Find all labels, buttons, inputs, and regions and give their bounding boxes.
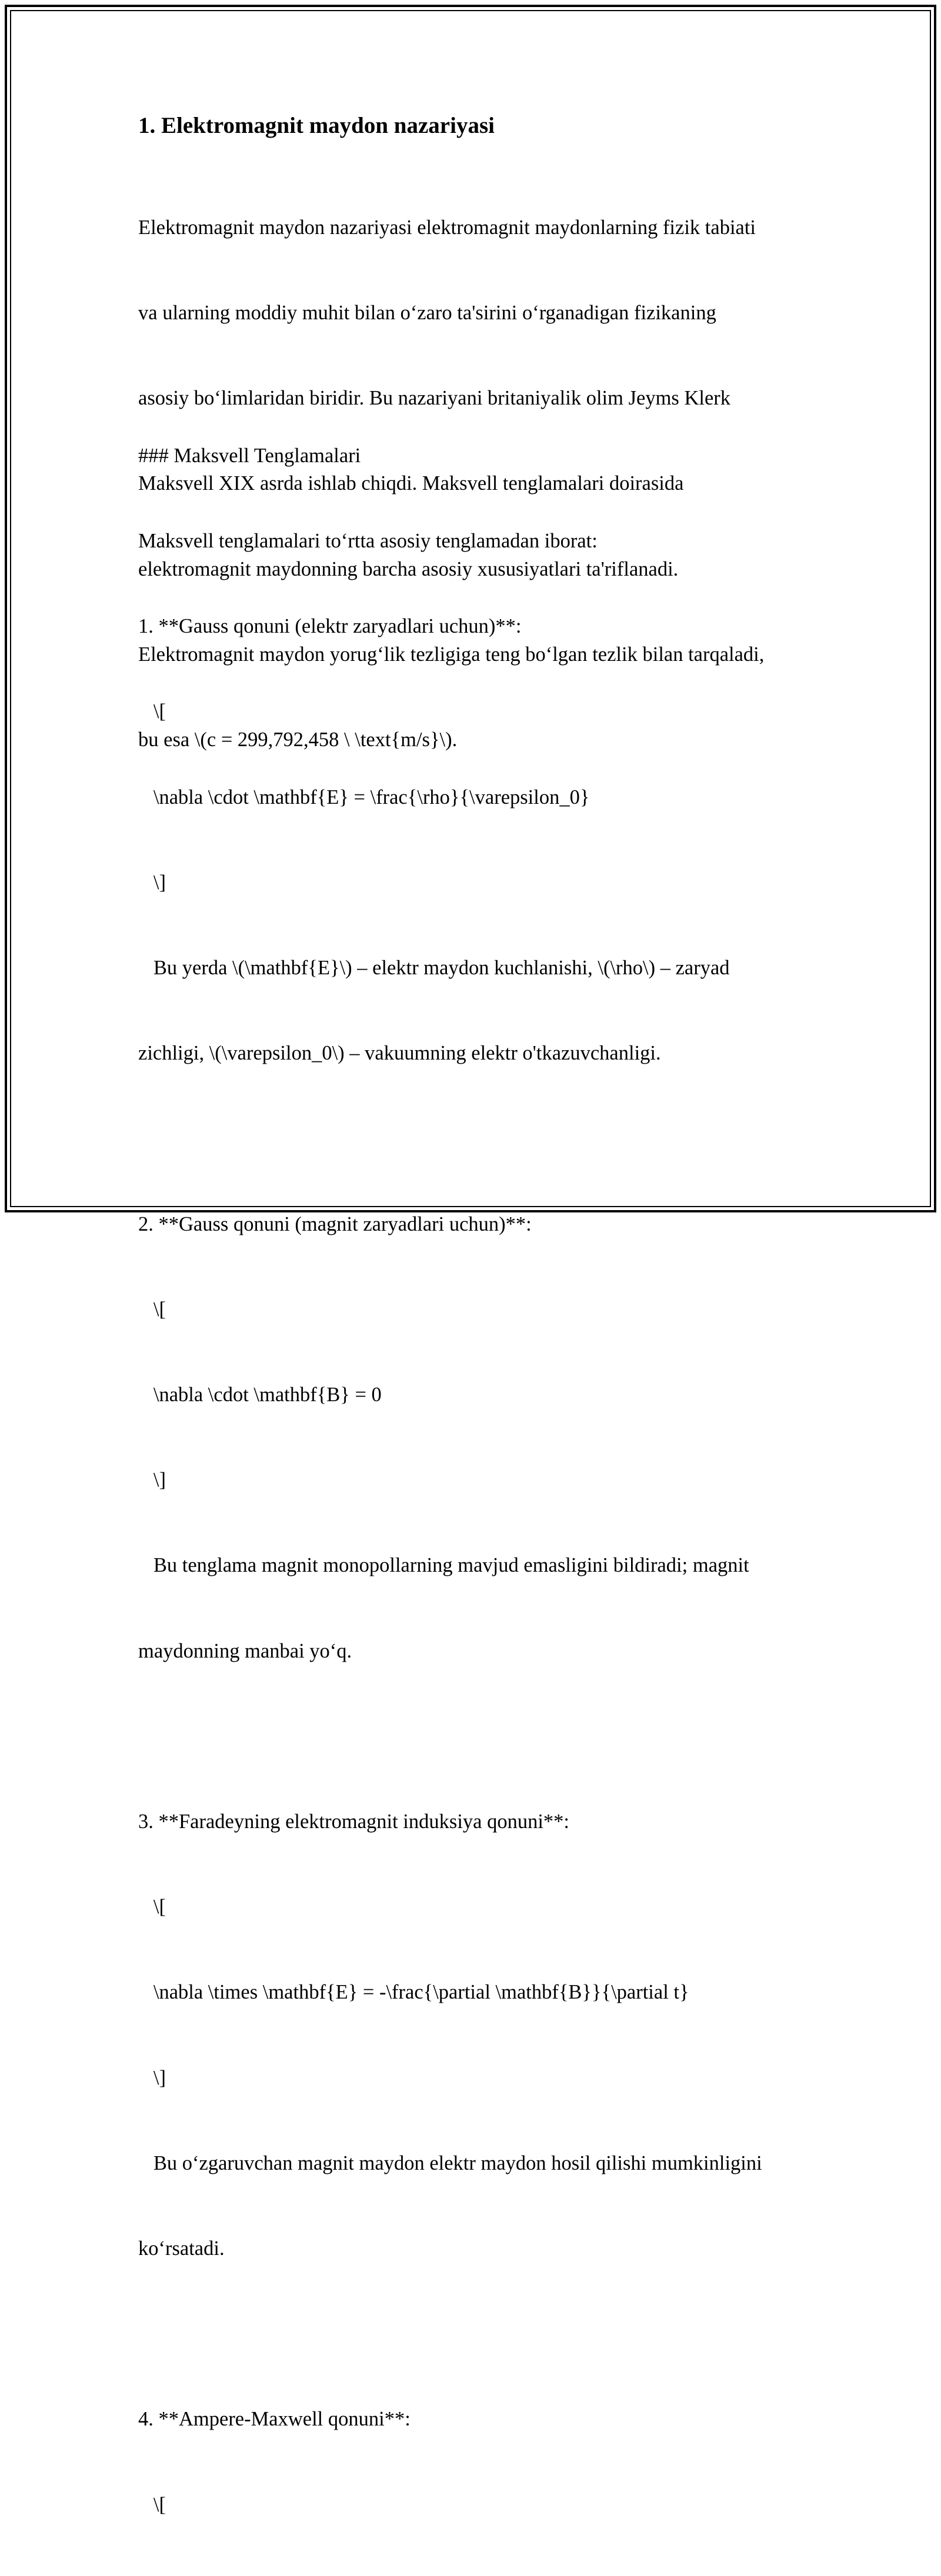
math-delimiter: \[	[138, 1896, 166, 1919]
equation-line: \nabla \times \mathbf{E} = -\frac{\partial \mathbf{B}}{\partial t}	[138, 1981, 689, 2004]
math-delimiter: \[	[138, 700, 166, 723]
list-item-heading: 1. **Gauss qonuni (elektr zaryadlari uchun)**:	[138, 615, 522, 638]
math-delimiter: \]	[138, 1469, 166, 1492]
text-line: va ularning moddiy muhit bilan o‘zaro ta'sirini o‘rganadigan fizikaning	[138, 302, 716, 325]
math-delimiter: \]	[138, 871, 166, 894]
list-item-heading: 4. **Ampere-Maxwell qonuni**:	[138, 2408, 411, 2431]
math-delimiter: \]	[138, 2066, 166, 2089]
text-line: asosiy bo‘limlaridan biridir. Bu nazariyani britaniyalik olim Jeyms Klerk	[138, 387, 731, 410]
maxwell-equations-section	[138, 385, 820, 2576]
text-line: ko‘rsatadi.	[138, 2237, 225, 2260]
list-item-heading: 3. **Faradeyning elektromagnit induksiya qonuni**:	[138, 1810, 570, 1833]
equation-line: \nabla \cdot \mathbf{B} = 0	[138, 1384, 382, 1406]
equation-line: \nabla \cdot \mathbf{E} = \frac{\rho}{\varepsilon_0}	[138, 786, 590, 808]
text-line: Maksvell XIX asrda ishlab chiqdi. Maksvell tenglamalari doirasida	[138, 472, 684, 495]
blank-line	[138, 1722, 820, 1750]
text-line: Bu o‘zgaruvchan magnit maydon elektr maydon hosil qilishi mumkinligini	[138, 2151, 762, 2174]
list-item-heading: 2. **Gauss qonuni (magnit zaryadlari uchun)**:	[138, 1212, 532, 1235]
section-title: 1. Elektromagnit maydon nazariyasi	[138, 113, 495, 138]
text-line: Maksvell tenglamalari to‘rtta asosiy tenglamadan iborat:	[138, 530, 598, 553]
text-line: bu esa \(c = 299,792,458 \ \text{m/s}\).	[138, 729, 458, 751]
text-line: maydonning manbai yo‘q.	[138, 1639, 352, 1662]
text-line: Bu yerda \(\mathbf{E}\) – elektr maydon kuchlanishi, \(\rho\) – zaryad	[138, 957, 730, 980]
math-delimiter: \[	[138, 1298, 166, 1321]
text-line: Elektromagnit maydon yorug‘lik tezligiga teng bo‘lgan tezlik bilan tarqaladi,	[138, 643, 765, 666]
text-line: Elektromagnit maydon nazariyasi elektromagnit maydonlarning fizik tabiati	[138, 216, 756, 239]
blank-line	[138, 2320, 820, 2348]
text-line: zichligi, \(\varepsilon_0\) – vakuumning elektr o'tkazuvchanligi.	[138, 1042, 661, 1065]
text-line: elektromagnit maydonning barcha asosiy xususiyatlari ta'riflanadi.	[138, 557, 679, 580]
math-delimiter: \[	[138, 2493, 166, 2516]
subheading: ### Maksvell Tenglamalari	[138, 444, 361, 467]
text-line: Bu tenglama magnit monopollarning mavjud emasligini bildiradi; magnit	[138, 1554, 749, 1577]
blank-line	[138, 1124, 820, 1152]
